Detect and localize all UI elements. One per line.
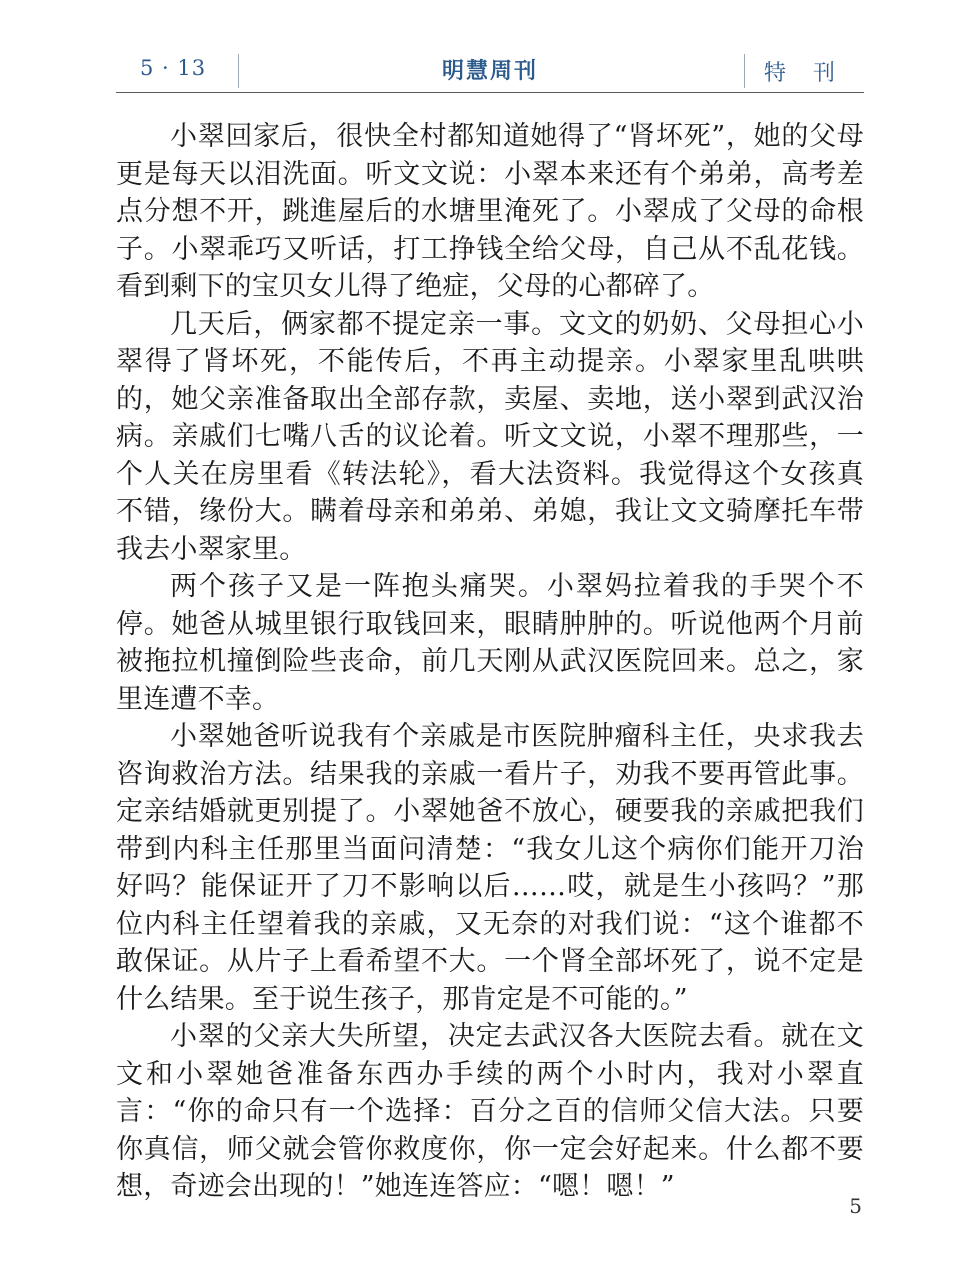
- header-divider-right: [744, 54, 745, 88]
- header-divider-left: [238, 54, 239, 88]
- paragraph: 几天后，俩家都不提定亲一事。文文的奶奶、父母担心小翠得了肾坏死，不能传后，不再主动提亲。小翠家里乱哄哄的，她父亲准备取出全部存款，卖屋、卖地，送小翠到武汉治病。亲戚们七嘴八舌的议论着。听文文说，小翠不理那些，一个人关在房里看《转法轮》，看大法资料。我觉得这个女孩真不错，缘份大。瞒着母亲和弟弟、弟媳，我让文文骑摩托车带我去小翠家里。: [116, 308, 864, 565]
- paragraph: 小翠回家后，很快全村都知道她得了“肾坏死”，她的父母更是每天以泪洗面。听文文说：小翠本来还有个弟弟，高考差点分想不开，跳進屋后的水塘里淹死了。小翠成了父母的命根子。小翠乖巧又听话，打工挣钱全给父母，自己从不乱花钱。看到剩下的宝贝女儿得了绝症，父母的心都碎了。: [116, 121, 864, 302]
- publication-title: 明慧周刊: [442, 59, 539, 84]
- page-number: 5: [849, 1194, 862, 1218]
- section-label: 特 刊: [764, 61, 845, 86]
- issue-date: 5 · 13: [140, 56, 207, 80]
- article-body: [116, 118, 864, 1206]
- running-header: [116, 50, 864, 93]
- paragraph: 小翠的父亲大失所望，决定去武汉各大医院去看。就在文文和小翠她爸准备东西办手续的两个小时内，我对小翠直言：“你的命只有一个选择：百分之百的信师父信大法。只要你真信，师父就会管你救度你，你一定会好起来。什么都不要想，奇迹会出现的！”她连连答应：“嗯！嗯！”: [116, 1021, 864, 1202]
- paragraph: 两个孩子又是一阵抱头痛哭。小翠妈拉着我的手哭个不停。她爸从城里银行取钱回来，眼睛肿肿的。听说他两个月前被拖拉机撞倒险些丧命，前几天刚从武汉医院回来。总之，家里连遭不幸。: [116, 571, 864, 715]
- paragraph: 小翠她爸听说我有个亲戚是市医院肿瘤科主任，央求我去咨询救治方法。结果我的亲戚一看片子，劝我不要再管此事。定亲结婚就更别提了。小翠她爸不放心，硬要我的亲戚把我们带到内科主任那里当面问清楚：“我女儿这个病你们能开刀治好吗？能保证开了刀不影响以后……哎，就是生小孩吗？”那位内科主任望着我的亲戚，又无奈的对我们说：“这个谁都不敢保证。从片子上看希望不大。一个肾全部坏死了，说不定是什么结果。至于说生孩子，那肯定是不可能的。”: [116, 721, 864, 1015]
